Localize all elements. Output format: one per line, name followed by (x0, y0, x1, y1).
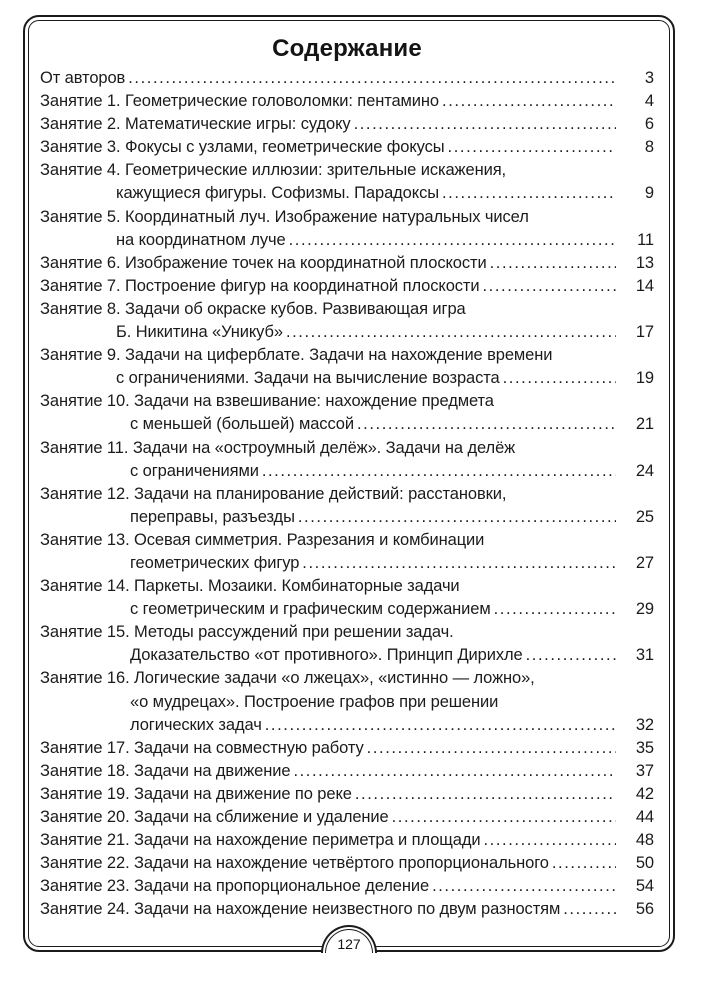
toc-page-number: 54 (635, 877, 654, 896)
toc-page-number: 13 (635, 253, 654, 272)
toc-entry-text: с меньшей (большей) массой (130, 415, 354, 434)
toc-page-number: 11 (637, 230, 654, 249)
toc-page-number: 8 (644, 138, 654, 157)
toc-entry-text: Занятие 15. Методы рассуждений при решении задач. (40, 623, 454, 642)
toc-line (40, 691, 654, 714)
dot-leader (367, 737, 616, 760)
toc-line (40, 483, 654, 506)
toc-page-number: 37 (635, 761, 654, 780)
toc-line (40, 321, 654, 344)
toc-line (40, 275, 654, 298)
toc-entry-text: Занятие 19. Задачи на движение по реке (40, 784, 352, 803)
dot-leader (265, 714, 616, 737)
toc-entry-text: Занятие 10. Задачи на взвешивание: нахождение предмета (40, 392, 494, 411)
dot-leader (289, 229, 616, 252)
toc-line (40, 575, 654, 598)
toc-page-number: 48 (635, 831, 654, 850)
toc-line (40, 875, 654, 898)
toc-entry-text: Занятие 24. Задачи на нахождение неизвестного по двум разностям (40, 900, 561, 919)
toc-page-number: 35 (635, 738, 654, 757)
toc-entry-text: Занятие 17. Задачи на совместную работу (40, 738, 364, 757)
toc-page-number: 31 (635, 646, 654, 665)
toc-page-number: 3 (644, 69, 654, 87)
toc-line (40, 644, 654, 667)
toc-line (40, 90, 654, 113)
toc-entry-text: От авторов (40, 69, 126, 87)
toc-page-number: 17 (635, 323, 654, 342)
toc-line (40, 113, 654, 136)
toc-entry-text: Занятие 2. Математические игры: судоку (40, 115, 351, 134)
toc-entry-text: Занятие 23. Задачи на пропорциональное деление (40, 877, 430, 896)
toc-entry-text: Доказательство «от противного». Принцип Дирихле (130, 646, 523, 665)
toc-entry-text: Занятие 22. Задачи на нахождение четвёртого пропорционального (40, 854, 549, 873)
page-title: Содержание (272, 35, 422, 62)
toc-entry-text: Занятие 7. Построение фигур на координатной плоскости (40, 276, 480, 295)
toc-line (40, 460, 654, 483)
toc-entry-text: Б. Никитина «Уникуб» (116, 323, 283, 342)
toc-page-number: 24 (635, 461, 654, 480)
toc-entry-text: Занятие 18. Задачи на движение (40, 761, 291, 780)
dot-leader (357, 413, 616, 436)
toc-page-number: 19 (635, 369, 654, 388)
toc-line (40, 506, 654, 529)
toc-page-number: 42 (635, 784, 654, 803)
toc-line (40, 898, 654, 921)
toc-entry-text: с ограничениями (130, 461, 259, 480)
toc-entry-text: Занятие 1. Геометрические головоломки: пентамино (40, 92, 440, 111)
page-number: 127 (337, 936, 361, 952)
dot-leader (392, 806, 616, 829)
dot-leader (432, 875, 616, 898)
toc-line (40, 806, 654, 829)
dot-leader (128, 67, 616, 90)
dot-leader (552, 852, 616, 875)
toc-page-number: 6 (644, 115, 654, 134)
toc-entry-text: с геометрическим и графическим содержанием (130, 600, 491, 619)
dot-leader (448, 136, 616, 159)
toc-page-number: 50 (635, 854, 654, 873)
toc-entry-text: Занятие 11. Задачи на «остроумный делёж». Задачи на делёж (40, 438, 516, 457)
toc-page-number: 21 (635, 415, 654, 434)
toc-entry-text: геометрических фигур (130, 553, 300, 572)
toc-entry-text: Занятие 3. Фокусы с узлами, геометрические фокусы (40, 138, 445, 157)
toc-page-number: 56 (635, 900, 654, 919)
toc-page-number: 29 (635, 600, 654, 619)
dot-leader (526, 644, 616, 667)
toc-line (40, 67, 654, 90)
dot-leader (483, 275, 617, 298)
toc-page-number: 9 (644, 184, 654, 203)
toc-line (40, 737, 654, 760)
toc-content (23, 15, 675, 921)
dot-leader (442, 182, 616, 205)
toc-line (40, 390, 654, 413)
toc-entry-text: Занятие 6. Изображение точек на координатной плоскости (40, 253, 487, 272)
dot-leader (286, 321, 616, 344)
toc-entry-text: Занятие 9. Задачи на циферблате. Задачи на нахождение времени (40, 346, 553, 365)
toc-line (40, 598, 654, 621)
toc-line (40, 621, 654, 644)
toc-entry-text: переправы, разъезды (130, 507, 295, 526)
toc-line (40, 344, 654, 367)
dot-leader (442, 90, 616, 113)
toc-entry-text: логических задач (130, 715, 262, 734)
toc-page-number: 25 (635, 507, 654, 526)
toc-page-number: 32 (635, 715, 654, 734)
toc-entry-text: кажущиеся фигуры. Софизмы. Парадоксы (116, 184, 439, 203)
toc-entry-text: Занятие 12. Задачи на планирование действий: расстановки, (40, 484, 507, 503)
toc-line (40, 298, 654, 321)
toc-entry-text: Занятие 14. Паркеты. Мозаики. Комбинаторные задачи (40, 577, 460, 596)
toc-entry-text: Занятие 8. Задачи об окраске кубов. Развивающая игра (40, 299, 466, 318)
toc-line (40, 437, 654, 460)
dot-leader (302, 552, 616, 575)
toc-page-number: 27 (635, 553, 654, 572)
toc-line (40, 182, 654, 205)
toc-line (40, 829, 654, 852)
toc-page-number: 14 (635, 276, 654, 295)
toc-line (40, 136, 654, 159)
toc-line (40, 159, 654, 182)
toc-entry-text: Занятие 5. Координатный луч. Изображение натуральных чисел (40, 207, 529, 226)
toc-entry-text: Занятие 20. Задачи на сближение и удаление (40, 808, 389, 826)
dot-leader (503, 367, 616, 390)
toc-entry-text: Занятие 16. Логические задачи «о лжецах», «истинно — ложно», (40, 669, 535, 688)
toc-line (40, 852, 654, 875)
toc-line (40, 783, 654, 806)
dot-leader (262, 460, 616, 483)
toc-entry-text: Занятие 13. Осевая симметрия. Разрезания и комбинации (40, 530, 485, 549)
toc-entry-text: Занятие 21. Задачи на нахождение периметра и площади (40, 831, 481, 850)
dot-leader (494, 598, 616, 621)
toc-line (40, 529, 654, 552)
toc-line (40, 367, 654, 390)
dot-leader (355, 783, 616, 806)
toc-line (40, 229, 654, 252)
toc-entry-text: «о мудрецах». Построение графов при решении (130, 692, 499, 711)
toc-line (40, 413, 654, 436)
dot-leader (483, 829, 616, 852)
toc-list (40, 67, 654, 921)
dot-leader (354, 113, 616, 136)
toc-page-number: 44 (635, 808, 654, 826)
toc-line (40, 252, 654, 275)
toc-entry-text: с ограничениями. Задачи на вычисление возраста (116, 369, 500, 388)
dot-leader (293, 760, 616, 783)
dot-leader (490, 252, 616, 275)
toc-line (40, 714, 654, 737)
toc-line (40, 206, 654, 229)
toc-entry-text: на координатном луче (116, 230, 286, 249)
dot-leader (298, 506, 616, 529)
toc-entry-text: Занятие 4. Геометрические иллюзии: зрительные искажения, (40, 161, 507, 180)
toc-line (40, 760, 654, 783)
dot-leader (563, 898, 616, 921)
toc-line (40, 552, 654, 575)
toc-page-number: 4 (644, 92, 654, 111)
toc-line (40, 667, 654, 690)
